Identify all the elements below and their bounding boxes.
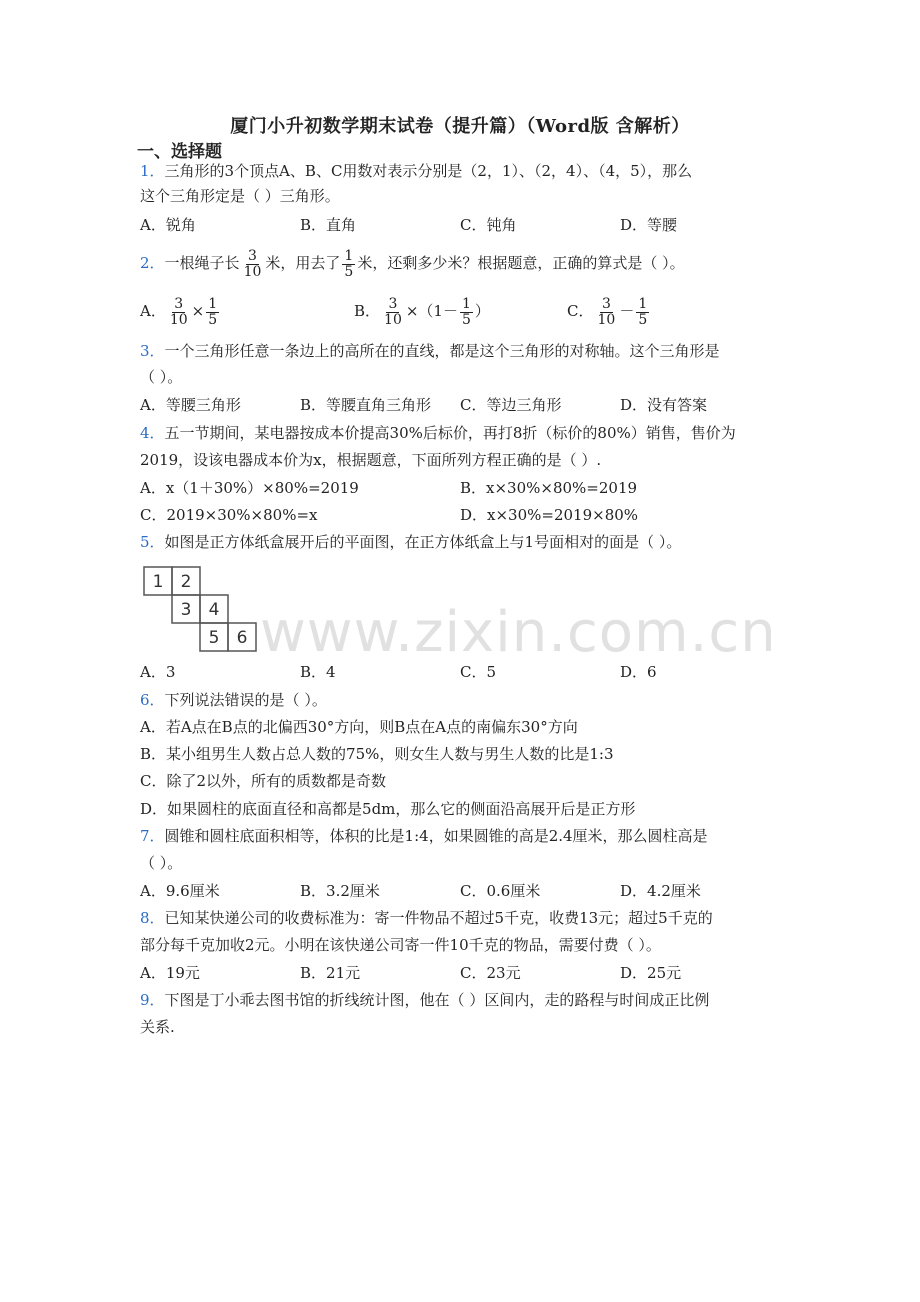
question-3-option-a: A．等腰三角形	[140, 396, 241, 414]
question-9-line-2: 关系.	[140, 1018, 175, 1036]
question-8-option-b: B．21元	[300, 964, 361, 982]
fraction: $\frac{3}{10}$	[243, 247, 262, 280]
section-heading: 一、选择题	[137, 142, 222, 162]
question-2-stem: 2．一根绳子长 $\frac{3}{10}$ 米，用去了 $\frac{1}{5}$ 米，还剩多少米？根据题意，正确的算式是（ ）。	[140, 247, 685, 280]
question-1-option-d: D．等腰	[620, 216, 678, 234]
question-3-line-1: 3．一个三角形任意一条边上的高所在的直线，都是这个三角形的对称轴。这个三角形是	[140, 342, 720, 360]
watermark: www.zixin.com.cn	[260, 600, 777, 665]
question-5-line-1: 5．如图是正方体纸盒展开后的平面图，在正方体纸盒上与1号面相对的面是（ ）。	[140, 533, 682, 551]
cube-face-label: 4	[208, 600, 220, 620]
question-1-option-a: A．锐角	[140, 216, 196, 234]
question-4-option-a: A．x（1＋30%）×80%=2019	[140, 479, 359, 497]
question-1-line-1: 1．三角形的3个顶点A、B、C用数对表示分别是（2，1）、（2，4）、（4，5），那么	[140, 162, 693, 180]
document-title: 厦门小升初数学期末试卷（提升篇）（Word版 含解析）	[230, 116, 690, 137]
question-6-line-1: 6．下列说法错误的是（ ）。	[140, 691, 327, 709]
question-8-line-1: 8．已知某快递公司的收费标准为：寄一件物品不超过5千克，收费13元；超过5千克的	[140, 909, 713, 927]
question-5-option-d: D．6	[620, 663, 657, 681]
question-4-option-b: B．x×30%×80%=2019	[460, 479, 638, 497]
question-3-option-d: D．没有答案	[620, 396, 708, 414]
question-3-line-2: （ ）。	[140, 368, 183, 386]
question-2-option-b: B． $\frac{3}{10}$ ×（1－ $\frac{1}{5}$ ）	[354, 295, 490, 328]
question-7-line-1: 7．圆锥和圆柱底面积相等，体积的比是1:4，如果圆锥的高是2.4厘米，那么圆柱高是	[140, 827, 708, 845]
question-1-option-b: B．直角	[300, 216, 357, 234]
fraction: $\frac{1}{5}$	[344, 247, 354, 280]
question-2-option-c: C． $\frac{3}{10}$ － $\frac{1}{5}$	[567, 295, 648, 328]
question-1-option-c: C．钝角	[460, 216, 517, 234]
question-8-option-a: A．19元	[140, 964, 200, 982]
question-6-option-c: C．除了2以外，所有的质数都是奇数	[140, 772, 387, 790]
question-8-option-c: C．23元	[460, 964, 521, 982]
question-6-option-a: A．若A点在B点的北偏西30°方向，则B点在A点的南偏东30°方向	[140, 718, 578, 736]
question-8-option-d: D．25元	[620, 964, 682, 982]
question-7-option-d: D．4.2厘米	[620, 882, 701, 900]
question-9-line-1: 9．下图是丁小乖去图书馆的折线统计图，他在（ ）区间内，走的路程与时间成正比例	[140, 991, 710, 1009]
question-1-line-2: 这个三角形定是（ ）三角形。	[140, 187, 340, 205]
question-4-line-1: 4．五一节期间，某电器按成本价提高30%后标价，再打8折（标价的80%）销售，售价为	[140, 424, 736, 442]
question-7-option-c: C．0.6厘米	[460, 882, 541, 900]
question-4-option-c: C．2019×30%×80%=x	[140, 506, 318, 524]
question-7-line-2: （ ）。	[140, 854, 183, 872]
cube-net-figure	[143, 566, 263, 652]
question-6-option-b: B．某小组男生人数占总人数的75%，则女生人数与男生人数的比是1:3	[140, 745, 614, 763]
question-5-option-b: B．4	[300, 663, 336, 681]
question-5-option-a: A．3	[140, 663, 176, 681]
cube-face-label: 1	[152, 572, 164, 592]
question-5-option-c: C．5	[460, 663, 497, 681]
question-7-option-a: A．9.6厘米	[140, 882, 220, 900]
question-6-option-d: D．如果圆柱的底面直径和高都是5dm，那么它的侧面沿高展开后是正方形	[140, 800, 636, 818]
cube-face-label: 5	[208, 628, 220, 648]
cube-face-label: 6	[236, 628, 248, 648]
cube-face-label: 2	[180, 572, 192, 592]
question-4-line-2: 2019，设该电器成本价为x，根据题意，下面所列方程正确的是（ ）.	[140, 451, 602, 469]
cube-face-label: 3	[180, 600, 192, 620]
question-3-option-c: C．等边三角形	[460, 396, 562, 414]
question-7-option-b: B．3.2厘米	[300, 882, 380, 900]
question-4-option-d: D．x×30%=2019×80%	[460, 506, 639, 524]
question-2-option-a: A． $\frac{3}{10}$ × $\frac{1}{5}$	[140, 295, 218, 328]
question-8-line-2: 部分每千克加收2元。小明在该快递公司寄一件10千克的物品，需要付费（ ）。	[140, 936, 661, 954]
question-3-option-b: B．等腰直角三角形	[300, 396, 432, 414]
